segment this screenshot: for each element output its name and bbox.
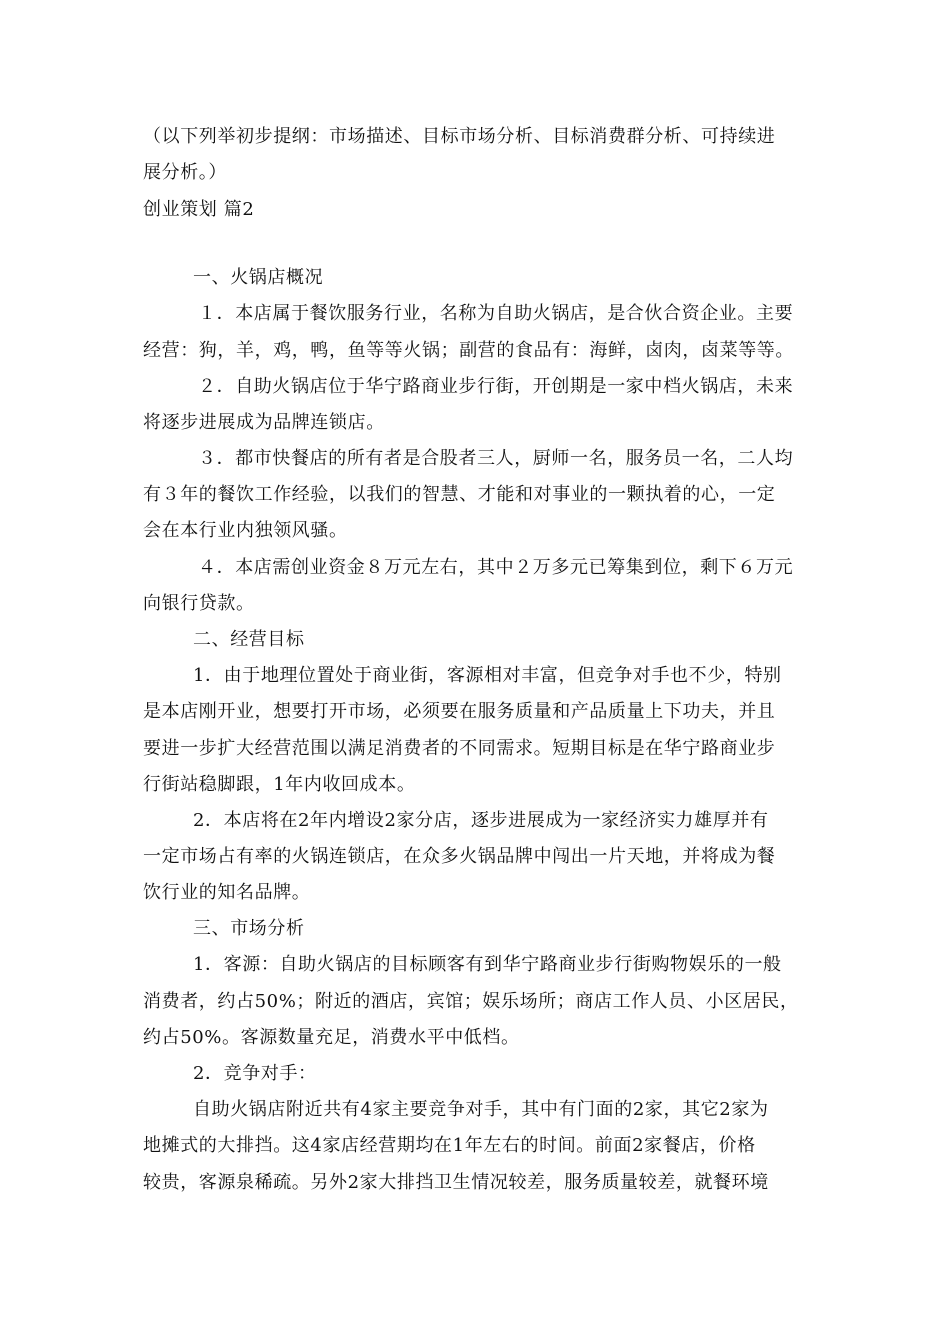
text-line: ３．都市快餐店的所有者是合股者三人，厨师一名，服务员一名，二人均 [198, 448, 794, 469]
text-line: 较贵，客源泉稀疏。另外2家大排挡卫生情况较差，服务质量较差，就餐环境 [143, 1172, 769, 1193]
heading: 一、火锅店概况 [193, 267, 324, 288]
text-line: 是本店刚开业，想要打开市场，必须要在服务质量和产品质量上下功夫，并且 [143, 701, 776, 722]
text-line: 向银行贷款。 [143, 593, 255, 614]
text-line: 2．竞争对手： [193, 1063, 317, 1084]
section-title: 创业策划 篇2 [143, 199, 255, 220]
text-line: 展分析。） [143, 162, 227, 183]
text-line: 将逐步进展成为品牌连锁店。 [143, 412, 385, 433]
text-line: 一定市场占有率的火锅连锁店，在众多火锅品牌中闯出一片天地，并将成为餐 [143, 846, 776, 867]
text-line: 2．本店将在2年内增设2家分店，逐步进展成为一家经济实力雄厚并有 [193, 810, 769, 831]
text-line: 行街站稳脚跟，1年内收回成本。 [143, 774, 416, 795]
text-line: 有３年的餐饮工作经验，以我们的智慧、才能和对事业的一颗执着的心，一定 [143, 484, 776, 505]
heading: 二、经营目标 [193, 629, 305, 650]
text-line: 消费者，约占50%；附近的酒店，宾馆；娱乐场所；商店工作人员、小区居民， [143, 991, 799, 1012]
text-line: １．本店属于餐饮服务行业，名称为自助火锅店，是合伙合资企业。主要 [198, 303, 794, 324]
text-line: 1．由于地理位置处于商业街，客源相对丰富，但竞争对手也不少，特别 [193, 665, 782, 686]
text-line: 要进一步扩大经营范围以满足消费者的不同需求。短期目标是在华宁路商业步 [143, 738, 776, 759]
text-line: 会在本行业内独领风骚。 [143, 520, 348, 541]
text-line: 约占50%。客源数量充足，消费水平中低档。 [143, 1027, 520, 1048]
text-line: 经营：狗，羊，鸡，鸭，鱼等等火锅；副营的食品有：海鲜，卤肉，卤菜等等。 [143, 340, 794, 361]
text-line: ２．自助火锅店位于华宁路商业步行街，开创期是一家中档火锅店，未来 [198, 376, 794, 397]
heading: 三、市场分析 [193, 918, 305, 939]
text-line: 自助火锅店附近共有4家主要竞争对手，其中有门面的2家，其它2家为 [193, 1099, 769, 1120]
text-line: ４．本店需创业资金８万元左右，其中２万多元已筹集到位，剩下６万元 [198, 557, 794, 578]
text-line: （以下列举初步提纲：市场描述、目标市场分析、目标消费群分析、可持续进 [143, 126, 776, 147]
text-line: 地摊式的大排挡。这4家店经营期均在1年左右的时间。前面2家餐店，价格 [143, 1135, 756, 1156]
text-line: 饮行业的知名品牌。 [143, 882, 311, 903]
text-line: 1．客源：自助火锅店的目标顾客有到华宁路商业步行街购物娱乐的一般 [193, 954, 782, 975]
